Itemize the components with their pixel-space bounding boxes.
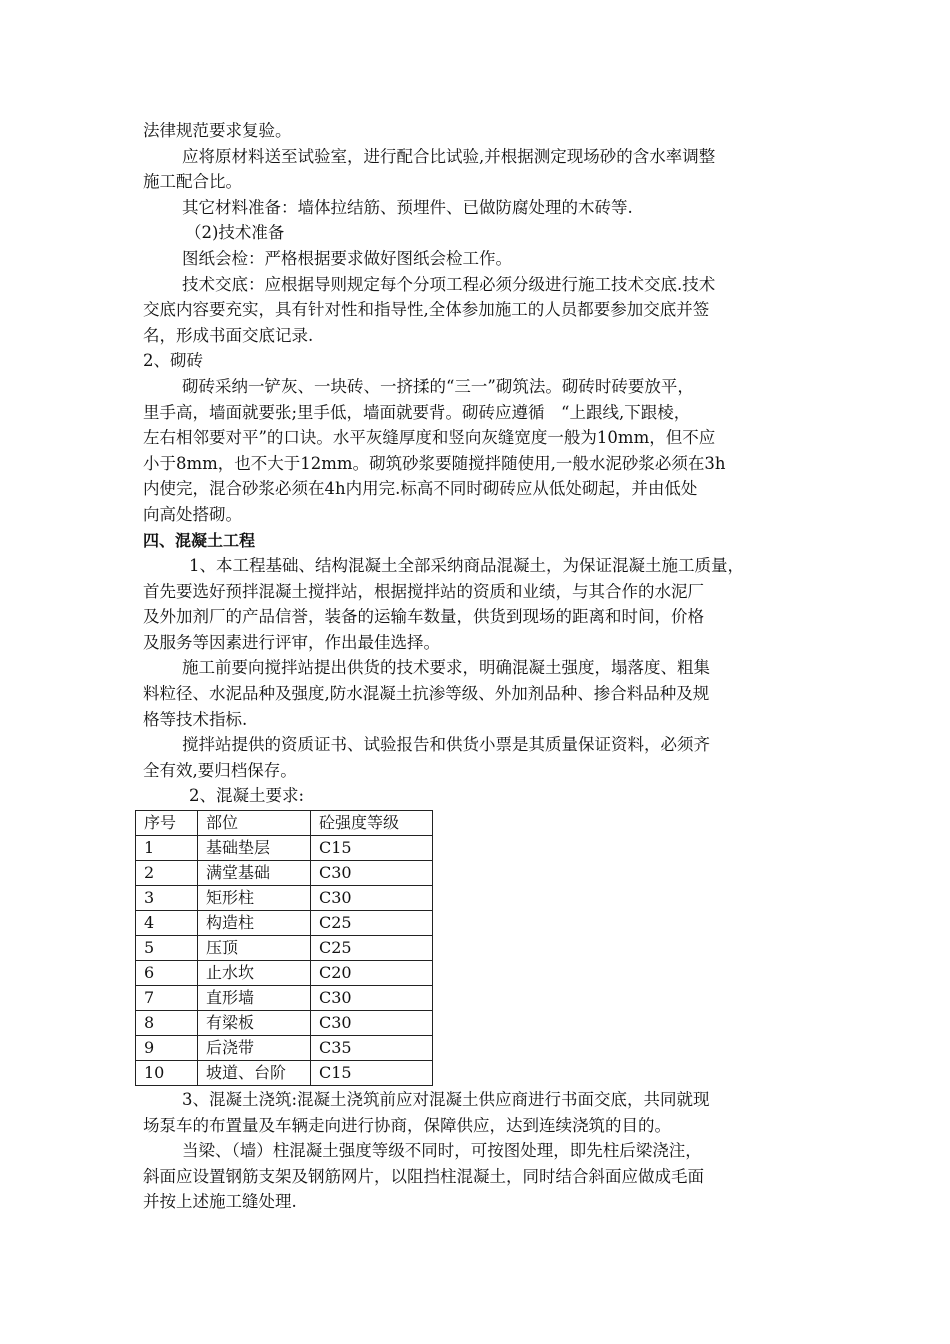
table-header-row [136,811,433,836]
table-cell: 后浇带 [198,1036,311,1061]
table-cell: 满堂基础 [198,861,311,886]
text-line: 法律规范要求复验。 [143,121,292,140]
table-cell: 2 [136,861,198,886]
table-cell: 坡道、台阶 [198,1061,311,1086]
table-cell: 构造柱 [198,911,311,936]
table-row [136,1061,433,1086]
table-cell: 9 [136,1036,198,1061]
table-cell: 4 [136,911,198,936]
text-line: 场泵车的布置量及车辆走向进行协商，保障供应，达到连续浇筑的目的。 [143,1115,671,1135]
text-line: 料粒径、水泥品种及强度,防水混凝土抗渗等级、外加剂品种、掺合料品种及规 [143,684,710,704]
table-row [136,986,433,1011]
column-header-location: 部位 [198,811,311,836]
table-cell: 3 [136,886,198,911]
table-cell: 有梁板 [198,1011,311,1036]
table-row [136,936,433,961]
text-line: 应将原材料送至试验室，进行配合比试验,并根据测定现场砂的含水率调整 [182,146,716,166]
text-line: 1、本工程基础、结构混凝土全部采纳商品混凝土，为保证混凝土施工质量， [189,556,744,576]
text-line: 向高处搭砌。 [143,504,242,524]
text-line: 施工前要向搅拌站提出供货的技术要求，明确混凝土强度，塌落度、粗集 [182,658,710,678]
text-line: 2、混凝土要求: [189,786,305,806]
table-cell: C15 [311,836,433,861]
document-page [143,118,808,1215]
text-line: 及外加剂厂的产品信誉，装备的运输车数量，供货到现场的距离和时间，价格 [143,607,704,627]
text-line: 全有效,要归档保存。 [143,760,297,780]
column-header-index: 序号 [136,811,198,836]
text-line: 技术交底：应根据导则规定每个分项工程必须分级进行施工技术交底.技术 [182,274,716,294]
table-cell: 1 [136,836,198,861]
column-header-grade: 砼强度等级 [311,811,433,836]
text-line: 里手高，墙面就要张;里手低，墙面就要背。砌砖应遵循 “上跟线,下跟棱， [143,402,691,422]
text-line: 砌砖采纳一铲灰、一块砖、一挤揉的“三一”砌筑法。砌砖时砖要放平， [182,376,694,396]
table-row [136,836,433,861]
table-row [136,1036,433,1061]
table-cell: 8 [136,1011,198,1036]
text-line: 并按上述施工缝处理. [143,1192,297,1212]
table-cell: 6 [136,961,198,986]
text-line: 搅拌站提供的资质证书、试验报告和供货小票是其质量保证资料，必须齐 [182,735,710,755]
text-line: 左右相邻要对平”的口诀。水平灰缝厚度和竖向灰缝宽度一般为10mm，但不应 [143,428,716,448]
table-cell: C25 [311,936,433,961]
text-line: 及服务等因素进行评审，作出最佳选择。 [143,632,440,652]
text-line: 3、混凝土浇筑:混凝土浇筑前应对混凝土供应商进行书面交底，共同就现 [182,1090,710,1110]
text-line: 当梁、（墙）柱混凝土强度等级不同时，可按图处理，即先柱后梁浇注， [182,1141,702,1161]
table-cell: 直形墙 [198,986,311,1011]
table-cell: 7 [136,986,198,1011]
table-cell: C35 [311,1036,433,1061]
text-line: 施工配合比。 [143,172,242,192]
table-cell: C20 [311,961,433,986]
table-cell: C25 [311,911,433,936]
table-cell: C30 [311,886,433,911]
text-line: 名，形成书面交底记录. [143,325,314,345]
table-row [136,886,433,911]
table-row [136,911,433,936]
text-line: 斜面应设置钢筋支架及钢筋网片，以阻挡柱混凝土，同时结合斜面应做成毛面 [143,1166,704,1186]
table-cell: C30 [311,1011,433,1036]
subsection-title: 2、砌砖 [143,351,203,371]
text-line: 图纸会检：严格根据要求做好图纸会检工作。 [182,248,512,268]
text-line: （2)技术准备 [185,223,285,243]
table-row [136,961,433,986]
table-cell: 5 [136,936,198,961]
table-row [136,861,433,886]
table-cell: C30 [311,861,433,886]
concrete-grade-table [135,810,433,1086]
text-line: 交底内容要充实，具有针对性和指导性,全体参加施工的人员都要参加交底并签 [143,300,710,320]
section-heading: 四、混凝土工程 [143,530,256,550]
text-line: 格等技术指标. [143,709,248,729]
table-cell: 矩形柱 [198,886,311,911]
table-cell: 10 [136,1061,198,1086]
table-cell: 基础垫层 [198,836,311,861]
table-row [136,1011,433,1036]
text-line: 小于8mm，也不大于12mm。砌筑砂浆要随搅拌随使用,一般水泥砂浆必须在3h [143,453,726,473]
table-cell: C30 [311,986,433,1011]
table-cell: 压顶 [198,936,311,961]
table-cell: 止水坎 [198,961,311,986]
text-line: 内使完，混合砂浆必须在4h内用完.标高不同时砌砖应从低处砌起，并由低处 [143,479,698,499]
table-cell: C15 [311,1061,433,1086]
text-line: 首先要选好预拌混凝土搅拌站，根据搅拌站的资质和业绩，与其合作的水泥厂 [143,581,704,601]
text-line: 其它材料准备：墙体拉结筋、预埋件、已做防腐处理的木砖等. [182,197,633,217]
